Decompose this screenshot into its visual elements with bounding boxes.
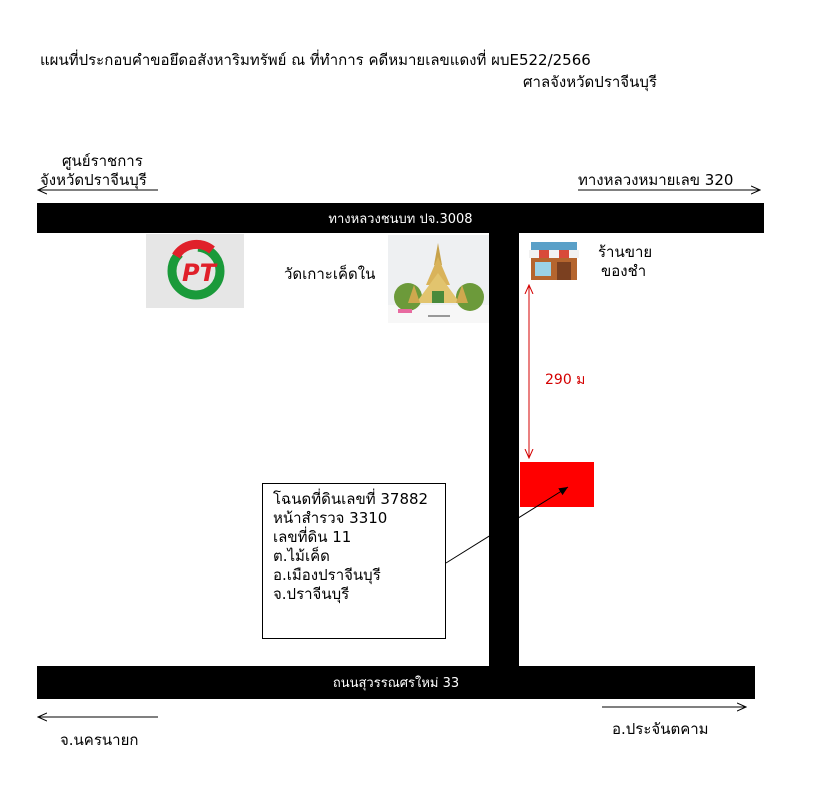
road-top-label: ทางหลวงชนบท ปจ.3008 bbox=[328, 211, 473, 227]
parcel-deed-number: โฉนดที่ดินเลขที่ 37882 bbox=[273, 490, 429, 508]
parcel-subdistrict: ต.ไม้เค็ด bbox=[273, 547, 330, 565]
pt-logo-text: PT bbox=[182, 259, 216, 287]
road-bottom-label: ถนนสุวรรณศรใหม่ 33 bbox=[332, 676, 460, 691]
parcel-province: จ.ปราจีนบุรี bbox=[273, 585, 350, 603]
shop-label-line1: ร้านขาย bbox=[598, 243, 653, 261]
parcel-district: อ.เมืองปราจีนบุรี bbox=[273, 566, 381, 584]
direction-top-left-line2: จังหวัดปราจีนบุรี bbox=[40, 171, 147, 189]
direction-bottom-right: อ.ประจันตคาม bbox=[612, 720, 709, 738]
parcel-land-number: เลขที่ดิน 11 bbox=[273, 528, 352, 546]
direction-top-left-line1: ศูนย์ราชการ bbox=[62, 152, 143, 170]
direction-top-right: ทางหลวงหมายเลข 320 bbox=[578, 171, 734, 189]
map-title: แผนที่ประกอบคำขอยึดอสังหาริมทรัพย์ ณ ที่ทำการ คดีหมายเลขแดงที่ ผบE522/2566 bbox=[40, 51, 591, 69]
shop-label-line2: ของชำ bbox=[601, 262, 647, 280]
temple-label: วัดเกาะเค็ดใน bbox=[284, 265, 376, 283]
parcel-leader-line bbox=[446, 487, 568, 563]
road-vertical-label: ทางหลวงหมายเลข 3079 bbox=[500, 302, 518, 468]
distance-label: 290 ม bbox=[545, 372, 586, 388]
court-name: ศาลจังหวัดปราจีนบุรี bbox=[523, 73, 657, 91]
parcel-survey-page: หน้าสำรวจ 3310 bbox=[273, 509, 388, 527]
direction-bottom-left: จ.นครนายก bbox=[60, 731, 139, 749]
